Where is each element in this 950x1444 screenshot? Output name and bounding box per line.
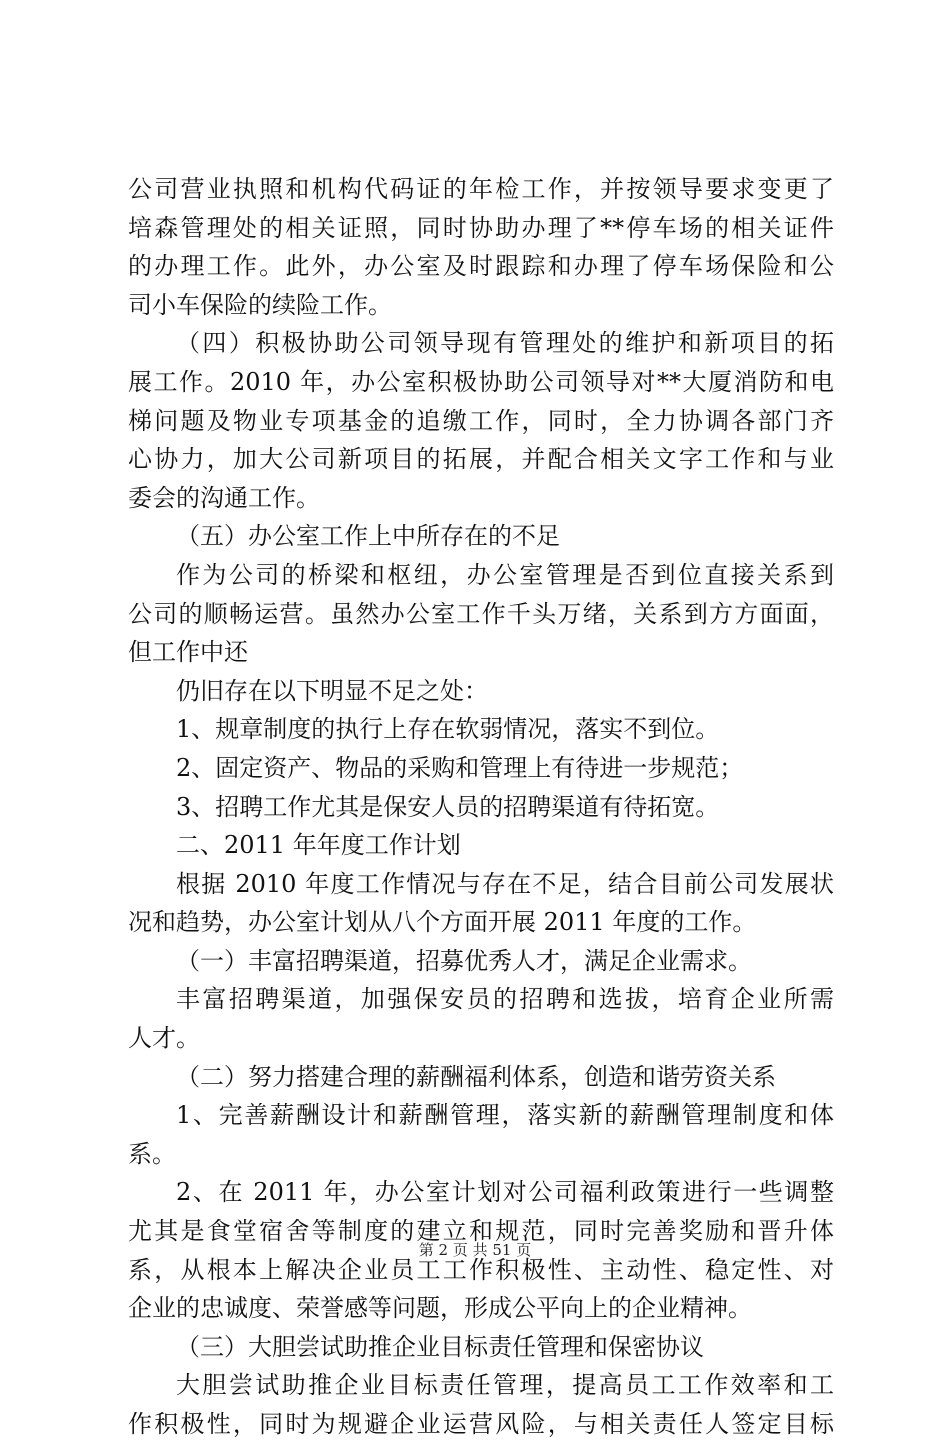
text-line: 大胆尝试助推企业目标责任管理，提高员工工作效率和工 [176, 1371, 834, 1400]
text-line: 系。 [128, 1139, 176, 1168]
text-line: 公司营业执照和机构代码证的年检工作，并按领导要求变更了 [128, 175, 834, 203]
text-line: 1、完善薪酬设计和薪酬管理，落实新的薪酬管理制度和体 [176, 1101, 834, 1130]
text-line: 1、规章制度的执行上存在软弱情况，落实不到位。 [176, 715, 720, 744]
text-line: （四）积极协助公司领导现有管理处的维护和新项目的拓 [176, 329, 834, 358]
text-line: 二、2011 年年度工作计划 [176, 831, 461, 860]
text-line: 根据 2010 年度工作情况与存在不足，结合目前公司发展状 [176, 869, 834, 898]
text-line: 培森管理处的相关证照，同时协助办理了**停车场的相关证件 [128, 213, 834, 242]
text-line: 人才。 [128, 1024, 200, 1053]
text-line: （三）大胆尝试助推企业目标责任管理和保密协议 [176, 1332, 704, 1361]
text-line: 作积极性，同时为规避企业运营风险，与相关责任人签定目标 [128, 1410, 834, 1438]
text-line: 况和趋势，办公室计划从八个方面开展 2011 年度的工作。 [128, 908, 757, 937]
text-line: 2、在 2011 年，办公室计划对公司福利政策进行一些调整 [176, 1178, 834, 1207]
text-line: 梯问题及物业专项基金的追缴工作，同时，全力协调各部门齐 [128, 406, 834, 435]
page-footer [0, 1240, 950, 1260]
text-line: （一）丰富招聘渠道，招募优秀人才，满足企业需求。 [176, 946, 752, 975]
text-line: 展工作。2010 年，办公室积极协助公司领导对**大厦消防和电 [128, 367, 834, 396]
text-line: 公司的顺畅运营。虽然办公室工作千头万绪，关系到方方面面， [128, 599, 834, 628]
text-line: （二）努力搭建合理的薪酬福利体系，创造和谐劳资关系 [176, 1062, 776, 1091]
text-line: 2、固定资产、物品的采购和管理上有待进一步规范； [176, 753, 744, 782]
text-line: 仍旧存在以下明显不足之处： [176, 676, 488, 705]
page-number-label: 第 2 页 共 51 页 [418, 1241, 532, 1259]
text-line: 司小车保险的续险工作。 [128, 290, 392, 319]
text-line: 系，从根本上解决企业员工工作积极性、主动性、稳定性、对 [128, 1255, 834, 1284]
text-line: 企业的忠诚度、荣誉感等问题，形成公平向上的企业精神。 [128, 1294, 752, 1323]
text-line: 的办理工作。此外，办公室及时跟踪和办理了停车场保险和公 [128, 252, 834, 281]
text-line: 作为公司的桥梁和枢纽，办公室管理是否到位直接关系到 [176, 560, 834, 589]
text-line: 丰富招聘渠道，加强保安员的招聘和选拔，培育企业所需 [176, 985, 834, 1014]
text-line: （五）办公室工作上中所存在的不足 [176, 522, 560, 551]
text-line: 心协力，加大公司新项目的拓展，并配合相关文字工作和与业 [128, 445, 834, 474]
text-line: 尤其是食堂宿舍等制度的建立和规范，同时完善奖励和晋升体 [128, 1217, 834, 1246]
text-line: 委会的沟通工作。 [128, 483, 320, 512]
text-line: 3、招聘工作尤其是保安人员的招聘渠道有待拓宽。 [176, 792, 720, 821]
text-line: 但工作中还 [128, 638, 248, 667]
